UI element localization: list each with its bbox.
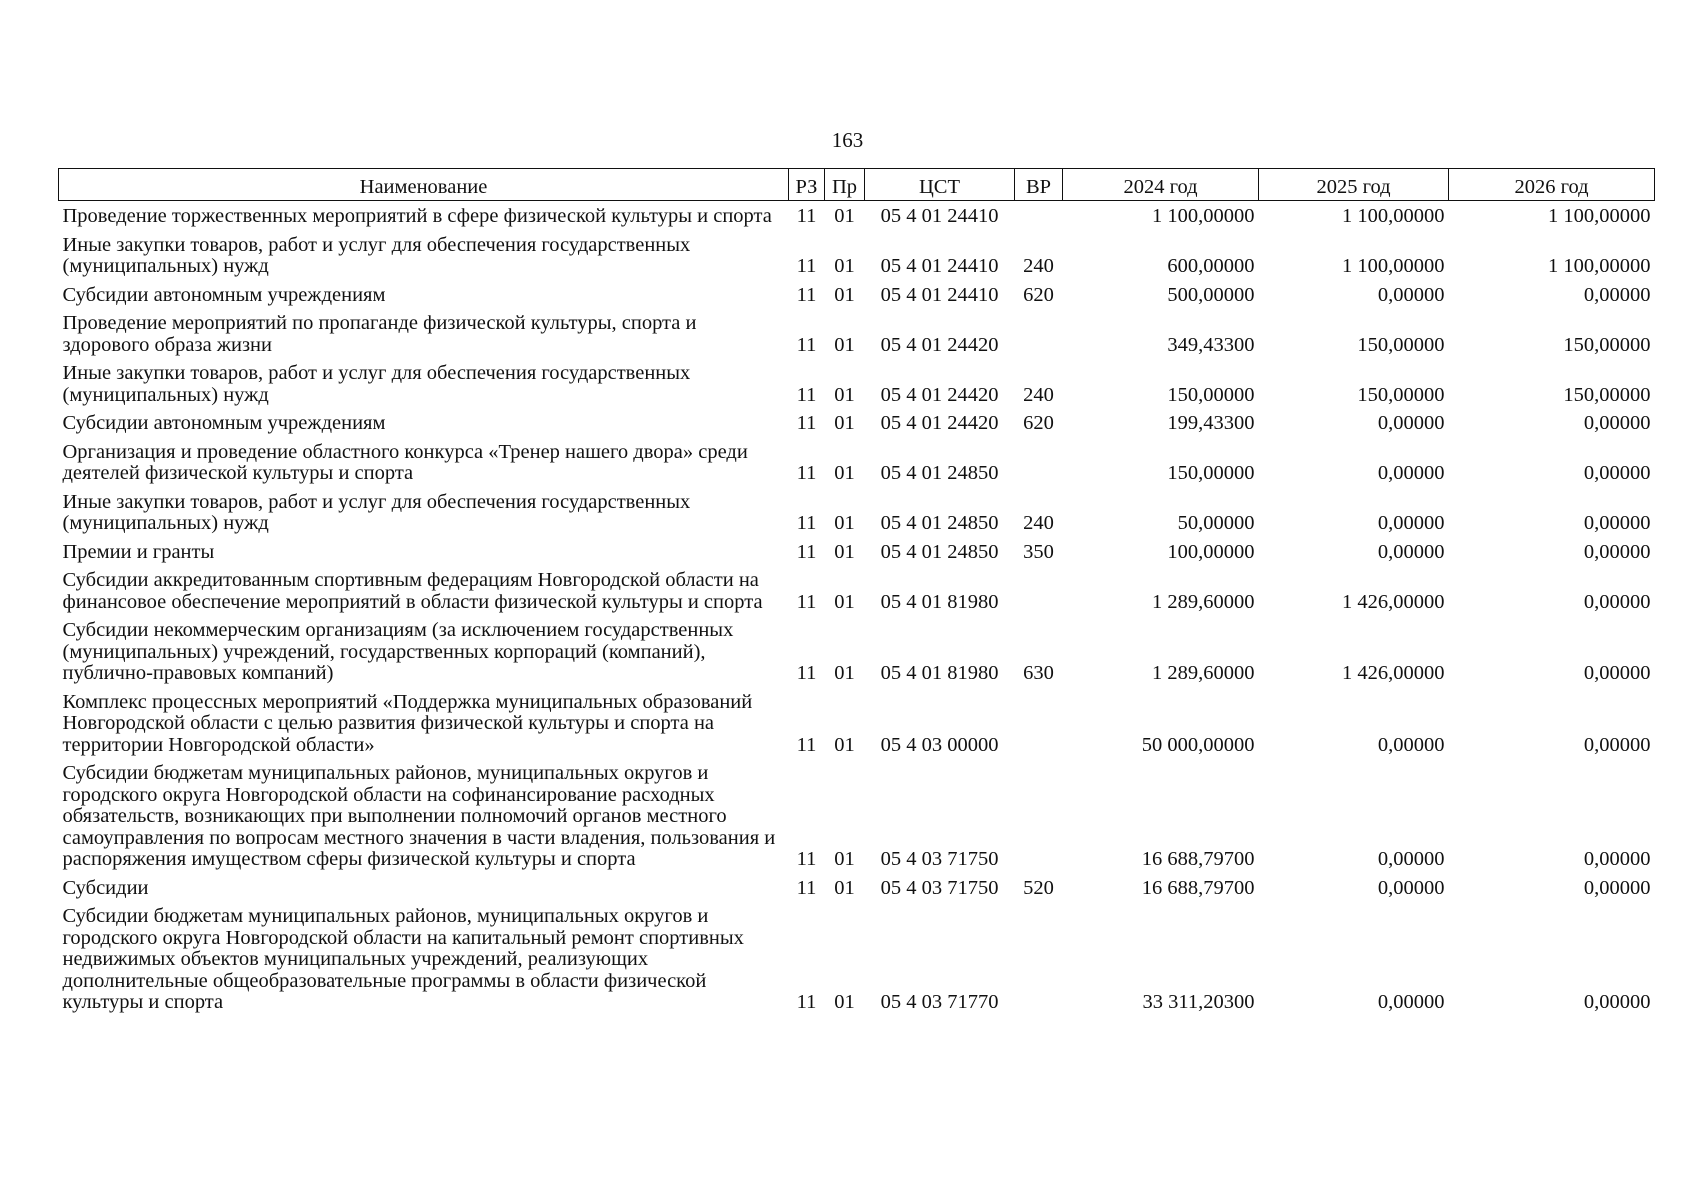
cell-2025: 0,00000 [1377,462,1445,484]
table-row [59,873,1655,902]
table-row [59,565,1655,615]
table-row [59,615,1655,687]
cell-2025: 0,00000 [1377,412,1445,434]
cell-pr: 01 [834,333,855,356]
cell-pr: 01 [834,733,855,756]
cell-rz: 11 [796,283,817,306]
cell-rz: 11 [796,540,817,563]
cell-2026: 0,00000 [1583,283,1651,306]
cell-vr [1015,308,1063,358]
table-row [59,537,1655,566]
cell-vr [1015,565,1063,615]
cell-cst: 05 4 01 24420 [880,412,999,434]
cell-name: Иные закупки товаров, работ и услуг для обеспечения государственных (муниципальных) нужд [62,362,691,406]
cell-name: Организация и проведение областного конкурса «Тренер нашего двора» среди деятелей физической культуры и спорта [62,440,748,484]
cell-vr: 240 [1023,383,1054,406]
cell-2024: 33 311,20300 [1142,991,1255,1013]
cell-vr: 630 [1023,662,1054,684]
cell-rz: 11 [796,333,817,356]
cell-vr: 620 [1023,283,1054,306]
cell-2025: 0,00000 [1377,876,1445,899]
cell-2025: 0,00000 [1377,733,1445,756]
cell-cst: 05 4 03 71770 [880,991,999,1013]
cell-name: Субсидии бюджетам муниципальных районов, муниципальных округов и городского округа Новгородской области на капитальный ремонт спортивных недвижимых объектов муниципальных учреждений, реализующих дополнительные общеобразовательные программы в области физической культуры и спорта [62,905,744,1013]
budget-table [58,168,1655,1016]
cell-2026: 0,00000 [1583,991,1651,1013]
cell-vr: 520 [1023,876,1054,899]
cell-2024: 50,00000 [1177,512,1255,534]
cell-2026: 0,00000 [1583,412,1651,434]
cell-name: Субсидии аккредитованным спортивным федерациям Новгородской области на финансовое обеспечение мероприятий в области физической культуры и спорта [62,569,763,613]
cell-2024: 150,00000 [1167,383,1255,406]
cell-name: Субсидии автономным учреждениям [62,283,386,306]
cell-rz: 11 [796,590,817,613]
table-row [59,758,1655,873]
cell-name: Субсидии [62,876,149,899]
cell-2026: 0,00000 [1583,590,1651,613]
cell-rz: 11 [796,412,817,434]
cell-2024: 16 688,79700 [1141,876,1255,899]
cell-name: Субсидии бюджетам муниципальных районов, муниципальных округов и городского округа Новгородской области на софинансирование расходных обязательств, возникающих при выполнении полномочий органов местного самоуправления по вопросам местного значения в части владения, пользования и распоряжения имуществом сферы физической культуры и спорта [62,762,776,870]
header-2024: 2024 год [1063,169,1259,201]
cell-2026: 150,00000 [1563,333,1651,356]
cell-pr: 01 [834,412,855,434]
cell-name: Премии и гранты [62,540,215,563]
cell-2025: 150,00000 [1357,383,1445,406]
cell-vr: 240 [1023,255,1054,277]
cell-2024: 16 688,79700 [1141,848,1255,870]
cell-rz: 11 [796,205,817,227]
cell-rz: 11 [796,462,817,484]
cell-pr: 01 [834,512,855,534]
cell-vr [1015,687,1063,759]
table-row [59,687,1655,759]
table-row [59,230,1655,280]
cell-pr: 01 [834,540,855,563]
cell-vr [1015,901,1063,1016]
table-row [59,487,1655,537]
cell-2026: 1 100,00000 [1548,255,1651,277]
cell-rz: 11 [796,662,817,684]
cell-rz: 11 [796,255,817,277]
cell-cst: 05 4 01 24410 [880,255,999,277]
header-cst: ЦСТ [865,169,1015,201]
cell-name: Иные закупки товаров, работ и услуг для обеспечения государственных (муниципальных) нужд [62,233,691,277]
cell-2025: 0,00000 [1377,991,1445,1013]
cell-pr: 01 [834,205,855,227]
cell-rz: 11 [796,383,817,406]
cell-2025: 0,00000 [1377,512,1445,534]
cell-2026: 0,00000 [1583,848,1651,870]
table-row [59,358,1655,408]
table-body [59,201,1655,1016]
header-2026: 2026 год [1449,169,1655,201]
cell-rz: 11 [796,512,817,534]
table-row [59,408,1655,437]
cell-name: Комплекс процессных мероприятий «Поддержка муниципальных образований Новгородской области с целью развития физической культуры и спорта на территории Новгородской области» [62,690,753,756]
cell-pr: 01 [834,991,855,1013]
cell-vr: 350 [1023,540,1054,563]
cell-name: Иные закупки товаров, работ и услуг для обеспечения государственных (муниципальных) нужд [62,490,691,534]
cell-2025: 0,00000 [1377,283,1445,306]
cell-rz: 11 [796,733,817,756]
cell-2024: 50 000,00000 [1141,733,1255,756]
cell-2026: 0,00000 [1583,662,1651,684]
table-row [59,308,1655,358]
cell-2026: 0,00000 [1583,876,1651,899]
cell-vr [1015,437,1063,487]
cell-vr: 240 [1023,512,1054,534]
cell-2026: 0,00000 [1583,462,1651,484]
header-row [59,169,1655,201]
cell-cst: 05 4 01 24420 [880,333,999,356]
cell-2024: 1 289,60000 [1152,662,1255,684]
cell-2024: 100,00000 [1167,540,1255,563]
cell-2024: 500,00000 [1167,283,1255,306]
cell-pr: 01 [834,590,855,613]
cell-2024: 600,00000 [1167,255,1255,277]
cell-2025: 1 100,00000 [1342,255,1445,277]
cell-name: Субсидии автономным учреждениям [62,412,386,434]
cell-cst: 05 4 01 24410 [880,205,999,227]
cell-rz: 11 [796,848,817,870]
header-rz: РЗ [789,169,825,201]
cell-cst: 05 4 01 24850 [880,540,999,563]
cell-cst: 05 4 01 24850 [880,462,999,484]
cell-cst: 05 4 01 81980 [880,590,999,613]
cell-vr [1015,758,1063,873]
cell-rz: 11 [796,991,817,1013]
cell-2024: 199,43300 [1167,412,1255,434]
cell-rz: 11 [796,876,817,899]
cell-2025: 0,00000 [1377,540,1445,563]
cell-cst: 05 4 01 24850 [880,512,999,534]
cell-2026: 0,00000 [1583,540,1651,563]
cell-cst: 05 4 03 00000 [880,733,999,756]
cell-name: Проведение мероприятий по пропаганде физической культуры, спорта и здорового образа жизни [62,312,697,356]
cell-2024: 349,43300 [1167,333,1255,356]
header-name: Наименование [59,169,789,201]
cell-2024: 150,00000 [1167,462,1255,484]
header-pr: Пр [825,169,865,201]
cell-pr: 01 [834,848,855,870]
cell-2025: 0,00000 [1377,848,1445,870]
cell-2025: 150,00000 [1357,333,1445,356]
cell-cst: 05 4 03 71750 [880,876,999,899]
cell-pr: 01 [834,255,855,277]
table-row [59,901,1655,1016]
cell-cst: 05 4 01 24420 [880,383,999,406]
table-row [59,201,1655,230]
cell-cst: 05 4 01 81980 [880,662,999,684]
table-row [59,280,1655,309]
header-2025: 2025 год [1259,169,1449,201]
cell-2025: 1 100,00000 [1342,205,1445,227]
cell-vr: 620 [1023,412,1054,434]
header-vr: ВР [1015,169,1063,201]
cell-2025: 1 426,00000 [1342,590,1445,613]
cell-2025: 1 426,00000 [1342,662,1445,684]
page-number: 163 [831,128,864,152]
cell-cst: 05 4 01 24410 [880,283,999,306]
cell-pr: 01 [834,383,855,406]
cell-2026: 0,00000 [1583,733,1651,756]
cell-name: Проведение торжественных мероприятий в сфере физической культуры и спорта [62,205,772,227]
cell-cst: 05 4 03 71750 [880,848,999,870]
cell-2024: 1 289,60000 [1152,590,1255,613]
cell-2024: 1 100,00000 [1152,205,1255,227]
cell-pr: 01 [834,876,855,899]
cell-pr: 01 [834,462,855,484]
cell-2026: 150,00000 [1563,383,1651,406]
cell-name: Субсидии некоммерческим организациям (за исключением государственных (муниципальных) учреждений, государственных корпораций (компаний), публично-правовых компаний) [62,619,734,684]
cell-pr: 01 [834,662,855,684]
table-row [59,437,1655,487]
cell-2026: 1 100,00000 [1548,205,1651,227]
cell-pr: 01 [834,283,855,306]
cell-vr [1015,201,1063,230]
cell-2026: 0,00000 [1583,512,1651,534]
